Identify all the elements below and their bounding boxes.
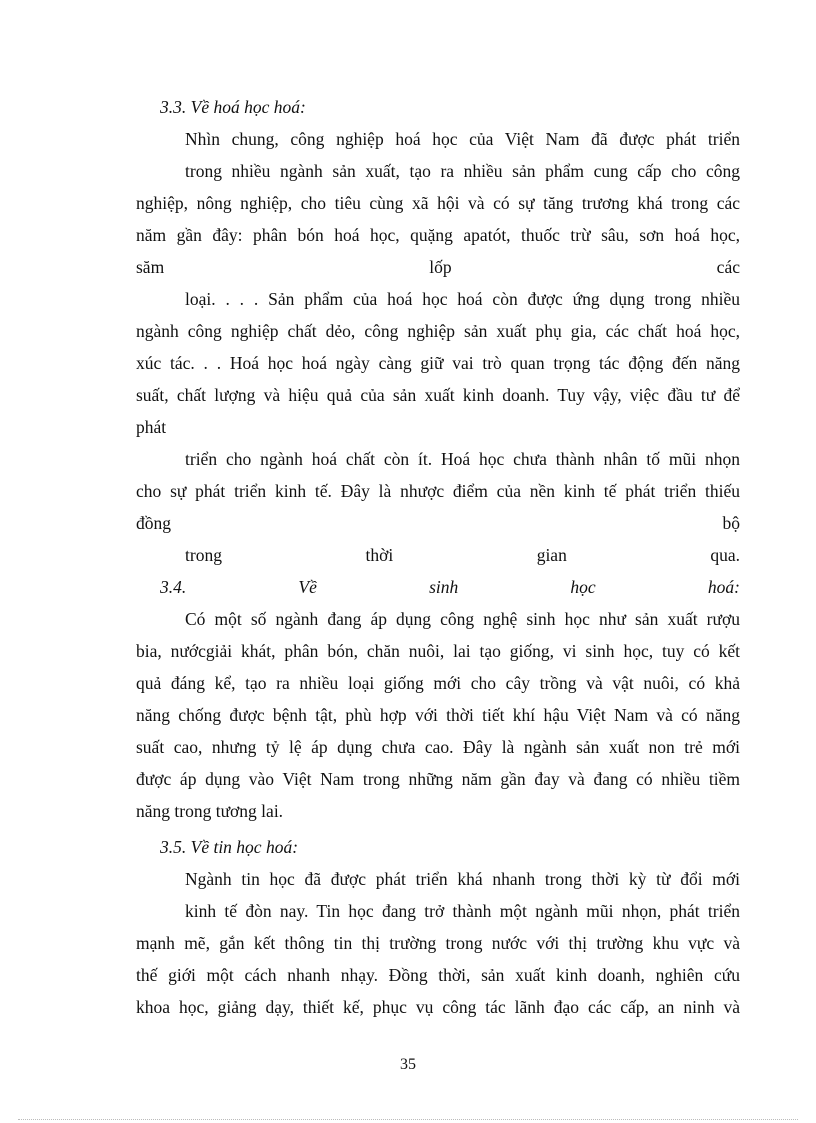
word: đồng — [136, 513, 171, 533]
heading-3-5: 3.5. Về tin học hoá: — [160, 837, 299, 857]
page-divider — [18, 1119, 798, 1120]
spread-line — [136, 256, 740, 278]
heading-word: Về — [298, 577, 317, 597]
heading-3-4 — [160, 576, 740, 598]
word: săm — [136, 257, 165, 277]
word: lốp — [429, 257, 452, 277]
heading-word: hoá: — [707, 577, 740, 597]
spread-line — [185, 544, 740, 566]
paragraph-line: cho sự phát triển kinh tế. Đây là nhược điểm của nền kinh tế phát triển thiếu — [136, 481, 740, 501]
paragraph-line: năng trong tương lai. — [136, 801, 284, 821]
paragraph-line: kinh tế đòn nay. Tin học đang trở thành một ngành mũi nhọn, phát triển — [185, 901, 740, 921]
paragraph-line: khoa học, giảng dạy, thiết kế, phục vụ công tác lãnh đạo các cấp, an ninh và — [136, 997, 740, 1017]
heading-word: học — [570, 577, 596, 597]
paragraph-line: Nhìn chung, công nghiệp hoá học của Việt Nam đã được phát triển — [185, 129, 740, 149]
word: trong — [185, 545, 222, 565]
paragraph-line: năm gần đây: phân bón hoá học, quặng apatót, thuốc trừ sâu, sơn hoá học, — [136, 225, 740, 245]
heading-word: sinh — [429, 577, 459, 597]
paragraph-line: xúc tác. . . Hoá học hoá ngày càng giữ vai trò quan trọng tác động đến năng — [136, 353, 740, 373]
spread-line — [136, 512, 740, 534]
paragraph-line: năng chống được bệnh tật, phù hợp với thời tiết khí hậu Việt Nam và có năng — [136, 705, 740, 725]
paragraph-line: ngành công nghiệp chất dẻo, công nghiệp sản xuất phụ gia, các chất hoá học, — [136, 321, 740, 341]
paragraph-line: phát — [136, 417, 167, 437]
paragraph-line: Ngành tin học đã được phát triển khá nhanh trong thời kỳ từ đổi mới — [185, 869, 740, 889]
paragraph-line: mạnh mẽ, gắn kết thông tin thị trường trong nước với thị trường khu vực và — [136, 933, 740, 953]
word: thời — [365, 545, 394, 565]
word: bộ — [722, 513, 740, 533]
paragraph-line: trong nhiều ngành sản xuất, tạo ra nhiều sản phẩm cung cấp cho công — [185, 161, 740, 181]
paragraph-line: thế giới một cách nhanh nhạy. Đồng thời, sản xuất kinh doanh, nghiên cứu — [136, 965, 740, 985]
page-number: 35 — [400, 1056, 416, 1073]
word: gian — [536, 545, 567, 565]
paragraph-line: suất cao, nhưng tỷ lệ áp dụng chưa cao. Đây là ngành sản xuất non trẻ mới — [136, 737, 740, 757]
paragraph-line: nghiệp, nông nghiệp, cho tiêu cùng xã hội và có sự tăng trương khá trong các — [136, 193, 740, 213]
paragraph-line: loại. . . . Sản phẩm của hoá học hoá còn được ứng dụng trong nhiều — [185, 289, 740, 309]
word: qua. — [710, 545, 740, 565]
paragraph-line: quả đáng kể, tạo ra nhiều loại giống mới cho cây trồng và vật nuôi, có khả — [136, 673, 740, 693]
heading-3-3: 3.3. Về hoá học hoá: — [160, 97, 306, 117]
paragraph-line: được áp dụng vào Việt Nam trong những năm gần đay và đang có nhiều tiềm — [136, 769, 740, 789]
paragraph-line: suất, chất lượng và hiệu quả của sản xuất kinh doanh. Tuy vậy, việc đầu tư để — [136, 385, 740, 405]
paragraph-line: bia, nướcgiải khát, phân bón, chăn nuôi, lai tạo giống, vi sinh học, tuy có kết — [136, 641, 740, 661]
paragraph-line: Có một số ngành đang áp dụng công nghệ sinh học như sản xuất rượu — [185, 609, 740, 629]
heading-word: 3.4. — [160, 577, 187, 597]
paragraph-line: triển cho ngành hoá chất còn ít. Hoá học chưa thành nhân tố mũi nhọn — [185, 449, 740, 469]
word: các — [716, 257, 740, 277]
